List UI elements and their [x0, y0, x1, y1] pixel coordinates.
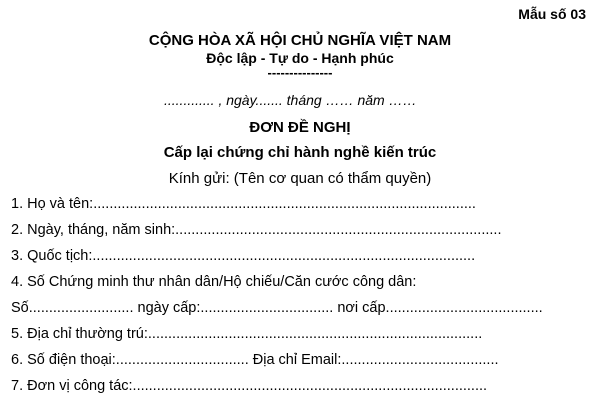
field-nationality[interactable]: 3. Quốc tịch:...............................................................................................	[11, 248, 476, 264]
form-code: Mẫu số 03	[518, 6, 586, 22]
field-id-number-issue[interactable]: Số.......................... ngày cấp:................................. nơi cấp.......................................	[11, 300, 543, 316]
document-subtitle: Cấp lại chứng chỉ hành nghề kiến trúc	[163, 144, 437, 161]
field-id-document-label: 4. Số Chứng minh thư nhân dân/Hộ chiếu/Căn cước công dân:	[11, 274, 417, 290]
field-phone-email[interactable]: 6. Số điện thoại:................................. Địa chỉ Email:.......................................	[11, 352, 499, 368]
field-date-of-birth[interactable]: 2. Ngày, tháng, năm sinh:.................................................................................	[11, 222, 502, 238]
document-title: ĐƠN ĐỀ NGHỊ	[249, 119, 351, 136]
national-motto: Độc lập - Tự do - Hạnh phúc	[206, 50, 394, 66]
field-workplace[interactable]: 7. Đơn vị công tác:........................................................................................	[11, 378, 488, 394]
recipient-line: Kính gửi: (Tên cơ quan có thẩm quyền)	[168, 170, 432, 187]
header-separator: ---------------	[267, 65, 333, 80]
date-line: ............. , ngày....... tháng …… năm ……	[164, 92, 417, 108]
national-title: CỘNG HÒA XÃ HỘI CHỦ NGHĨA VIỆT NAM	[148, 32, 452, 49]
field-full-name[interactable]: 1. Họ và tên:...............................................................................................	[11, 196, 476, 212]
field-permanent-address[interactable]: 5. Địa chỉ thường trú:...................................................................................	[11, 326, 483, 342]
